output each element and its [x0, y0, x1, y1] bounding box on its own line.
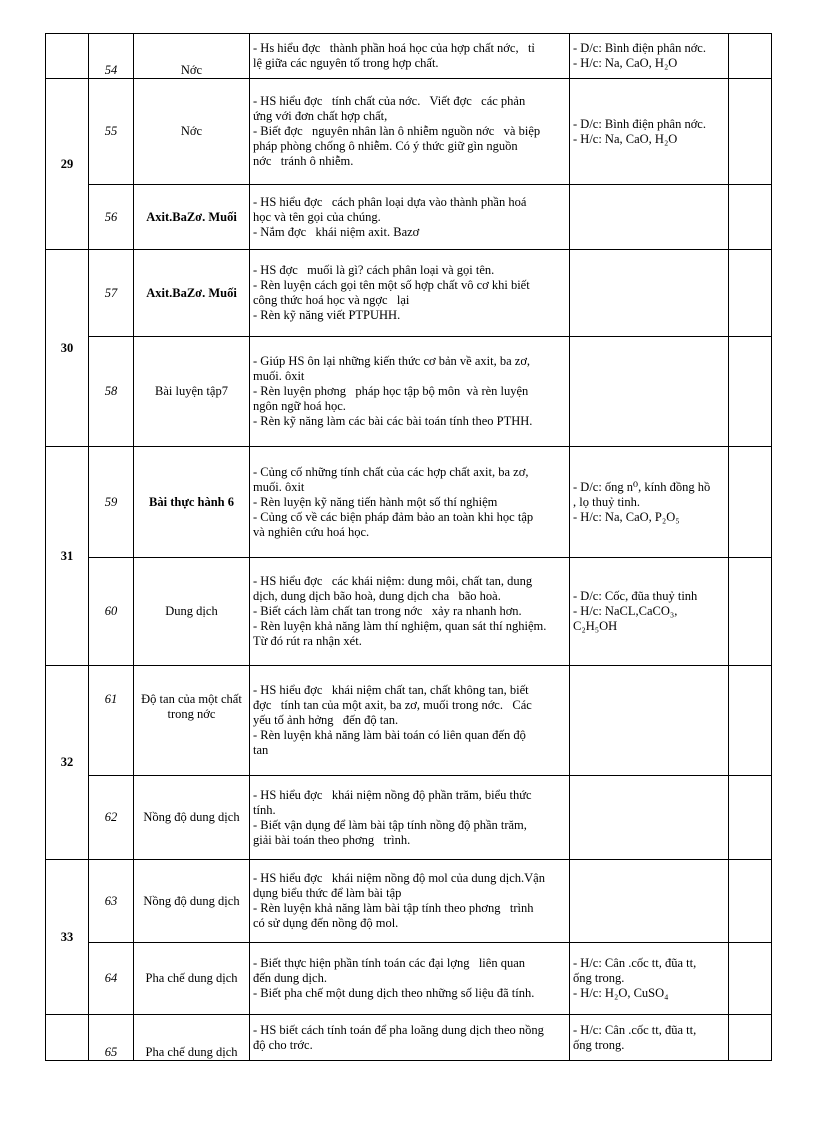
text-line: - Biết thực hiện phần tính toán các đại lợng liên quan	[253, 956, 525, 970]
text-line: - D/c: Bình điện phân nớc.	[573, 116, 706, 131]
lesson-objectives	[250, 1015, 570, 1061]
text-line: - H/c: NaCL,CaCO₃,	[573, 604, 678, 618]
text-line: học và tên gọi của chúng.	[253, 209, 381, 224]
note-cell	[729, 185, 772, 250]
lesson-objectives	[250, 447, 570, 558]
text-line: pháp phòng chống ô nhiễm. Có ý thức giữ gìn nguồn	[253, 139, 518, 153]
text-line: độ cho trớc.	[253, 1037, 313, 1052]
lesson-equipment	[570, 34, 729, 79]
lesson-number: 56	[89, 185, 134, 250]
table-row	[46, 185, 772, 250]
text-line: , lọ thuỷ tinh.	[573, 494, 641, 509]
text-line: - Biết đợc nguyên nhân làn ô nhiễm nguồn nớc và biệp	[253, 124, 541, 138]
lesson-objectives	[250, 558, 570, 666]
lesson-title: Pha chế dung dịch	[134, 943, 250, 1015]
lesson-title: Dung dịch	[134, 558, 250, 666]
text-line: - Rèn kỹ năng làm các bài các bài toán tính theo PTHH.	[253, 414, 533, 428]
text-line: tan	[253, 743, 269, 757]
lesson-number: 59	[89, 447, 134, 558]
lesson-objectives	[250, 79, 570, 185]
text-line: dụng biểu thức để làm bài tập	[253, 886, 402, 900]
table-row	[46, 943, 772, 1015]
lesson-objectives	[250, 943, 570, 1015]
note-cell	[729, 860, 772, 943]
week-cell	[46, 34, 89, 79]
table-row	[46, 79, 772, 185]
table-row	[46, 860, 772, 943]
note-cell	[729, 558, 772, 666]
lesson-title: Pha chế dung dịch	[134, 1015, 250, 1061]
week-number: 33	[46, 860, 89, 1015]
text-line: - H/c: Na, CaO, H₂O	[573, 56, 678, 70]
note-cell	[729, 250, 772, 337]
note-cell	[729, 776, 772, 860]
text-line: - Rèn kỹ năng viết PTPUHH.	[253, 308, 401, 322]
text-line: - HS hiểu đợc cách phân loại dựa vào thành phần hoá	[253, 194, 527, 209]
note-cell	[729, 1015, 772, 1061]
text-line: - Rèn luyện cách gọi tên một số hợp chất vô cơ khi biết	[253, 278, 530, 292]
text-line: - HS đợc muối là gì? cách phân loại và gọi tên.	[253, 263, 495, 277]
text-line: giải bài toán theo phơng trình.	[253, 832, 411, 847]
text-line: - H/c: Cân .cốc tt, đũa tt,	[573, 956, 697, 970]
text-line: nớc tránh ô nhiễm.	[253, 154, 354, 168]
lesson-equipment	[570, 558, 729, 666]
text-line: - Rèn luyện khả năng làm thí nghiệm, quan sát thí nghiệm.	[253, 619, 547, 633]
text-line: - D/c: ống n⁰, kính đồng hồ	[573, 479, 711, 494]
lesson-objectives	[250, 250, 570, 337]
lesson-objectives	[250, 34, 570, 79]
table-row	[46, 776, 772, 860]
text-line: - Giúp HS ôn lại những kiến thức cơ bản về axit, ba zơ,	[253, 354, 531, 368]
week-number: 30	[46, 250, 89, 447]
text-line: - H/c: Na, CaO, H₂O	[573, 131, 678, 146]
text-line: - H/c: Na, CaO, P₂O₅	[573, 509, 680, 524]
lesson-title: Độ tan của một chất trong nớc	[134, 666, 250, 776]
table-row	[46, 250, 772, 337]
lesson-objectives	[250, 337, 570, 447]
text-line: - Hs hiểu đợc thành phần hoá học của hợp chất nớc, tỉ	[253, 41, 535, 55]
lesson-plan-table	[45, 33, 772, 1061]
lesson-equipment	[570, 337, 729, 447]
text-line: dịch, dung dịch bão hoà, dung dịch cha bão hoà.	[253, 589, 501, 603]
text-line: muối. ôxit	[253, 479, 305, 494]
lesson-title: Bài thực hành 6	[134, 447, 250, 558]
lesson-equipment	[570, 1015, 729, 1061]
lesson-number: 57	[89, 250, 134, 337]
table-row	[46, 337, 772, 447]
text-line: tính.	[253, 802, 276, 817]
text-line: - HS hiểu đợc khái niệm nồng độ phần trăm, biểu thức	[253, 787, 532, 802]
note-cell	[729, 34, 772, 79]
week-number: 31	[46, 447, 89, 666]
text-line: - HS hiểu đợc tính chất của nớc. Viết đợc các phản	[253, 94, 526, 108]
text-line: - Rèn luyện phơng pháp học tập bộ môn và rèn luyện	[253, 384, 529, 398]
note-cell	[729, 79, 772, 185]
table-row	[46, 447, 772, 558]
text-line: có sử dụng đến nồng độ mol.	[253, 916, 399, 930]
lesson-title: Nớc	[134, 79, 250, 185]
text-line: C₂H₅OH	[573, 619, 618, 633]
lesson-number: 60	[89, 558, 134, 666]
text-line: công thức hoá học và ngợc lại	[253, 293, 410, 307]
lesson-equipment	[570, 666, 729, 776]
text-line: - H/c: H₂O, CuSO₄	[573, 986, 669, 1000]
lesson-equipment	[570, 447, 729, 558]
lesson-number: 64	[89, 943, 134, 1015]
text-line: lệ giữa các nguyên tố trong hợp chất.	[253, 56, 439, 70]
lesson-equipment	[570, 860, 729, 943]
note-cell	[729, 337, 772, 447]
lesson-equipment	[570, 943, 729, 1015]
lesson-number: 54	[89, 34, 134, 79]
note-cell	[729, 943, 772, 1015]
text-line: đợc tính tan của một axit, ba zơ, muối trong nớc. Các	[253, 698, 532, 712]
lesson-number: 65	[89, 1015, 134, 1061]
text-line: ống trong.	[573, 1037, 625, 1052]
week-number: 29	[46, 79, 89, 250]
text-line: - HS hiểu đợc các khái niệm: dung môi, chất tan, dung	[253, 574, 533, 588]
text-line: - Biết cách làm chất tan trong nớc xảy ra nhanh hơn.	[253, 604, 522, 618]
text-line: muối. ôxit	[253, 369, 305, 383]
lesson-title: Bài luyện tập7	[134, 337, 250, 447]
week-cell	[46, 1015, 89, 1061]
lesson-objectives	[250, 185, 570, 250]
text-line: - HS hiểu đợc khái niệm nồng độ mol của dung dịch.Vận	[253, 871, 545, 885]
text-line: ngôn ngữ hoá học.	[253, 399, 346, 413]
lesson-number: 61	[89, 666, 134, 776]
lesson-equipment	[570, 776, 729, 860]
text-line: ứng với đơn chất hợp chất,	[253, 109, 388, 123]
table-row	[46, 666, 772, 776]
text-line: - HS biết cách tính toán để pha loãng dung dịch theo nồng	[253, 1022, 544, 1037]
text-line: yếu tố ảnh hởng đến độ tan.	[253, 713, 399, 727]
lesson-number: 62	[89, 776, 134, 860]
week-number: 32	[46, 666, 89, 860]
lesson-title: Axit.BaZơ. Muối	[134, 250, 250, 337]
text-line: - Củng cố về các biện pháp đảm bảo an toàn khi học tập	[253, 509, 534, 524]
text-line: - Củng cố những tính chất của các hợp chất axit, ba zơ,	[253, 464, 529, 479]
text-line: Từ đó rút ra nhận xét.	[253, 634, 362, 648]
table-row	[46, 1015, 772, 1061]
lesson-title: Nớc	[134, 34, 250, 79]
note-cell	[729, 447, 772, 558]
table-row	[46, 558, 772, 666]
lesson-title: Axit.BaZơ. Muối	[134, 185, 250, 250]
lesson-number: 63	[89, 860, 134, 943]
table-row	[46, 34, 772, 79]
lesson-title: Nồng độ dung dịch	[134, 776, 250, 860]
lesson-number: 55	[89, 79, 134, 185]
text-line: - H/c: Cân .cốc tt, đũa tt,	[573, 1022, 697, 1037]
lesson-equipment	[570, 79, 729, 185]
text-line: - Rèn luyện khả năng làm bài toán có liên quan đến độ	[253, 728, 526, 742]
lesson-equipment	[570, 250, 729, 337]
lesson-equipment	[570, 185, 729, 250]
text-line: và nghiên cứu hoá học.	[253, 524, 370, 539]
text-line: đến dung dịch.	[253, 971, 327, 985]
text-line: ống trong.	[573, 971, 625, 985]
text-line: - D/c: Cốc, đũa thuỷ tinh	[573, 589, 698, 603]
lesson-objectives	[250, 776, 570, 860]
text-line: - D/c: Bình điện phân nớc.	[573, 41, 706, 55]
text-line: - Rèn luyện khả năng làm bài tập tính theo phơng trình	[253, 901, 534, 915]
lesson-number: 58	[89, 337, 134, 447]
lesson-title: Nồng độ dung dịch	[134, 860, 250, 943]
text-line: - Biết pha chế một dung dịch theo những số liệu đã tính.	[253, 986, 535, 1000]
text-line: - HS hiểu đợc khái niệm chất tan, chất không tan, biết	[253, 683, 529, 697]
text-line: - Rèn luyện kỹ năng tiến hành một số thí nghiệm	[253, 494, 498, 509]
text-line: - Nắm đợc khái niệm axit. Bazơ	[253, 224, 420, 239]
note-cell	[729, 666, 772, 776]
lesson-objectives	[250, 860, 570, 943]
lesson-objectives	[250, 666, 570, 776]
text-line: - Biết vận dụng để làm bài tập tính nồng độ phần trăm,	[253, 817, 527, 832]
